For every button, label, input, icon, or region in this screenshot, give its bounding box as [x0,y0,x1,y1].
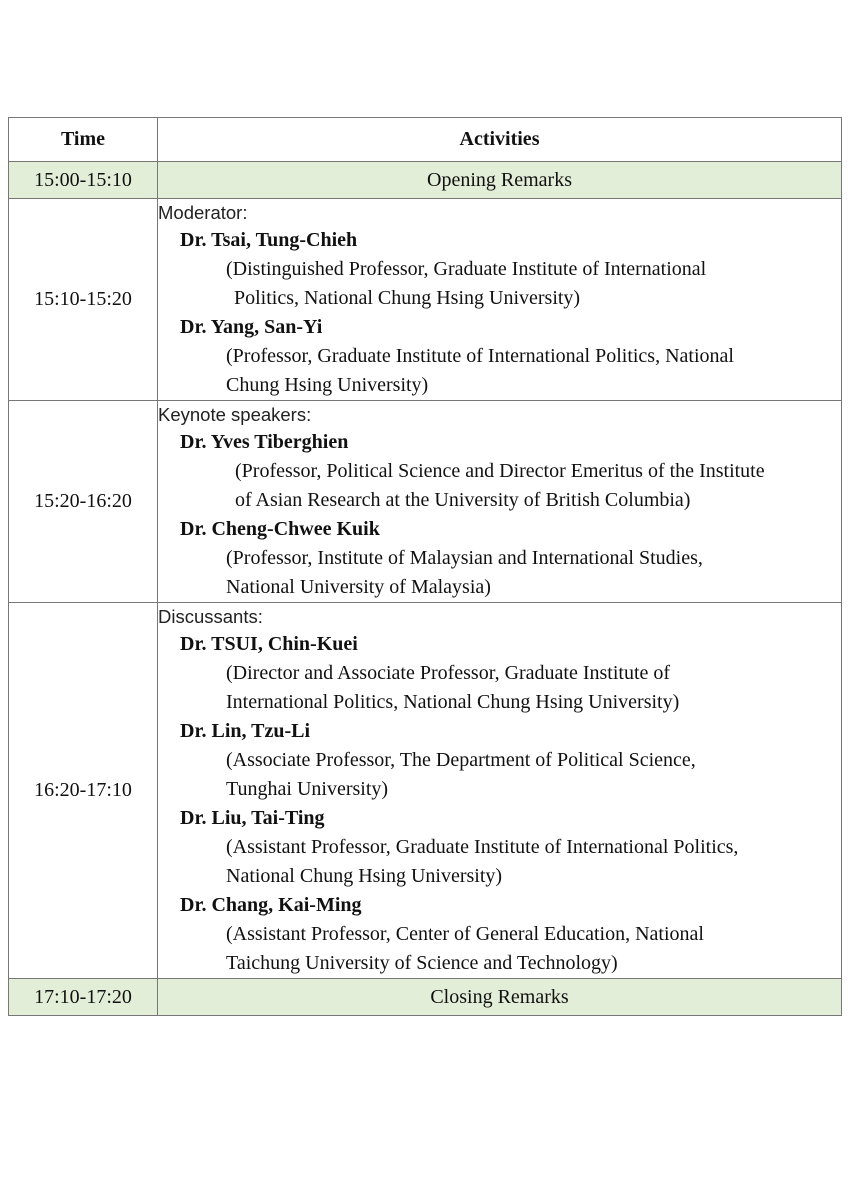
person-affiliation [158,255,841,313]
person-affiliation [158,342,841,400]
role-label: Keynote speakers: [158,404,312,425]
activity-cell [158,603,842,979]
activity-cell [158,199,842,401]
time-cell: 17:10-17:20 [9,979,158,1016]
time-cell: 16:20-17:10 [9,603,158,979]
moderator-row [9,199,842,401]
person-name: Dr. Cheng-Chwee Kuik [180,518,380,540]
affiliation-line: (Assistant Professor, Center of General Education, National [226,923,704,945]
person-name: Dr. Liu, Tai-Ting [180,807,325,829]
affiliation-line: Taichung University of Science and Technology) [226,952,618,974]
role-label: Discussants: [158,606,263,627]
affiliation-line: Politics, National Chung Hsing University) [234,287,581,309]
agenda-table [8,117,842,1016]
affiliation-line: (Professor, Graduate Institute of International Politics, National [226,345,734,367]
affiliation-line: International Politics, National Chung Hsing University) [226,691,680,713]
discussants-row [9,603,842,979]
affiliation-line: (Associate Professor, The Department of Political Science, [226,749,696,771]
affiliation-line: National University of Malaysia) [226,576,491,598]
activity-cell: Opening Remarks [158,162,842,199]
role-label: Moderator: [158,202,248,223]
time-cell: 15:20-16:20 [9,401,158,603]
activity-cell [158,401,842,603]
header-row [9,118,842,162]
person-affiliation [158,544,841,602]
time-cell: 15:10-15:20 [9,199,158,401]
person-name: Dr. TSUI, Chin-Kuei [180,633,358,655]
keynote-row [9,401,842,603]
person-name: Dr. Yves Tiberghien [180,431,349,453]
person-name: Dr. Tsai, Tung-Chieh [180,229,358,251]
person-affiliation [158,920,841,978]
person-affiliation [158,746,841,804]
time-header: Time [9,118,158,162]
affiliation-line: (Professor, Institute of Malaysian and International Studies, [226,547,703,569]
person-name: Dr. Lin, Tzu-Li [180,720,311,742]
affiliation-line: (Professor, Political Science and Director Emeritus of the Institute [235,460,765,482]
affiliation-line: National Chung Hsing University) [226,865,503,887]
person-affiliation [158,833,841,891]
affiliation-line: Tunghai University) [226,778,389,800]
activities-header: Activities [158,118,842,162]
person-affiliation [158,457,841,515]
person-affiliation [158,659,841,717]
activity-cell: Closing Remarks [158,979,842,1016]
closing-row [9,979,842,1016]
person-name: Dr. Chang, Kai-Ming [180,894,362,916]
affiliation-line: (Distinguished Professor, Graduate Institute of International [226,258,707,280]
affiliation-line: (Assistant Professor, Graduate Institute of International Politics, [226,836,739,858]
time-cell: 15:00-15:10 [9,162,158,199]
person-name: Dr. Yang, San-Yi [180,316,323,338]
opening-row [9,162,842,199]
affiliation-line: of Asian Research at the University of British Columbia) [235,489,691,511]
affiliation-line: Chung Hsing University) [226,374,429,396]
affiliation-line: (Director and Associate Professor, Graduate Institute of [226,662,671,684]
